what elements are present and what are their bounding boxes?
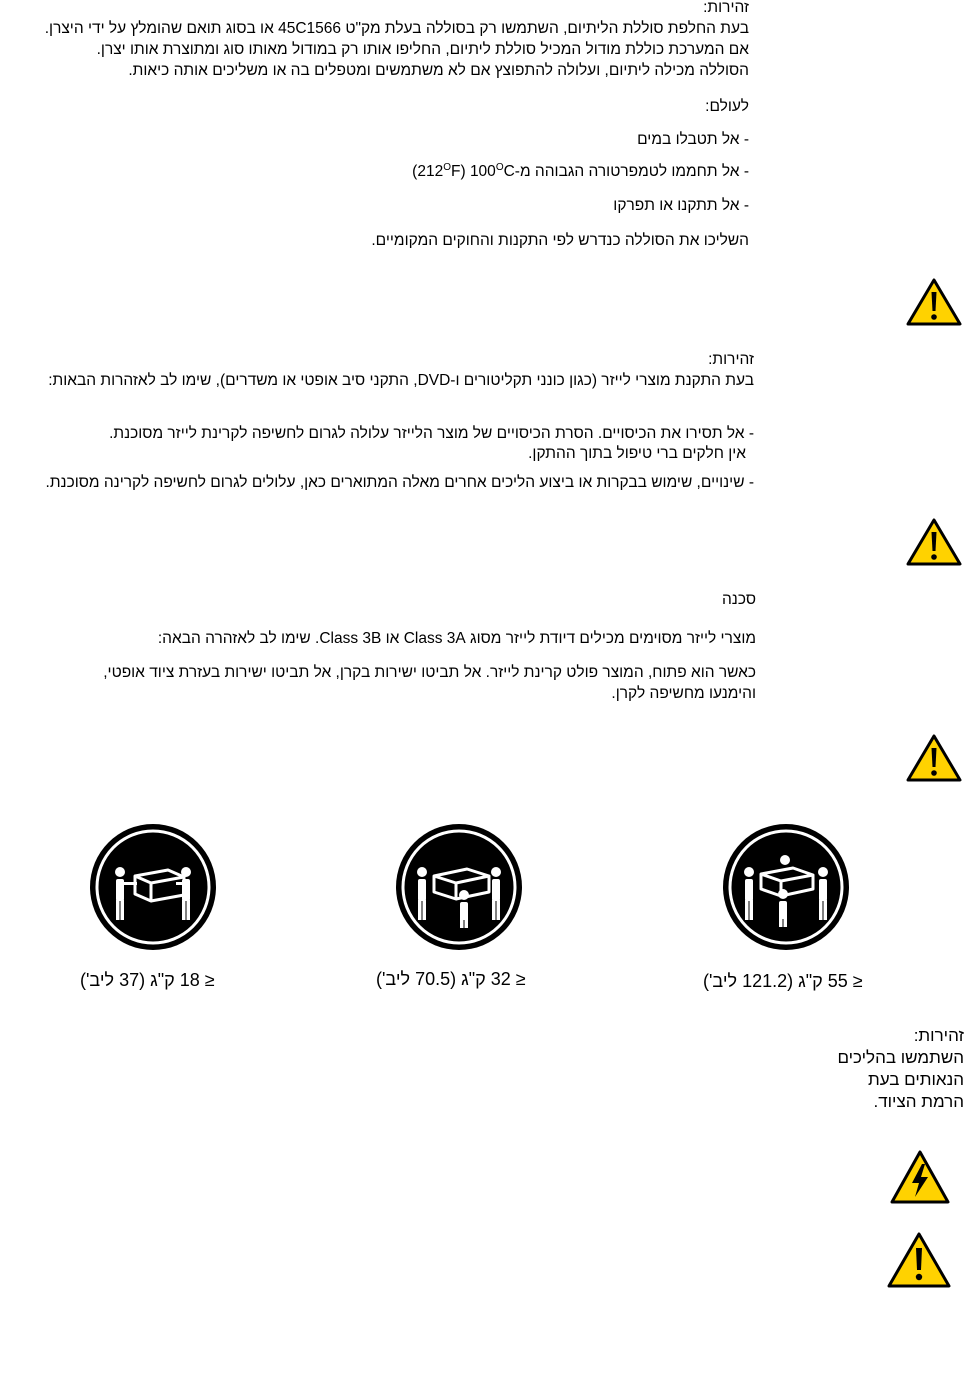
bullet-no-water: - אל תטבלו במים (637, 131, 749, 148)
battery-line-2: אם המערכת כוללת מודול המכיל סוללת ליתיום, החליפו אותו רק במודול מאותו סוג ומתוצרת אותו יצרן. (96, 41, 749, 58)
lift-caption-18kg: ≤ 18 ק"ג (37 ליב') (80, 970, 215, 990)
three-person-lift-icon (394, 822, 524, 952)
lifting-caution (837, 1025, 964, 1113)
danger-body (103, 662, 756, 704)
laser-item-1: - אל תסירו את הכיסויים. הסרת הכיסויים של מוצר הלייזר עלולה לגרום לחשיפה לקרינת לייזר מסוכנת. (109, 425, 754, 442)
battery-line-3: הסוללה מכילה ליתיום, ועלולה להתפוצץ אם לא משתמשים ומטפלים בה או משליכים אותה כיאות. (128, 62, 749, 79)
lifting-line-2: הנאותים בעת (867, 1070, 964, 1089)
never-label: לעולם: (705, 98, 749, 115)
two-person-lift-icon (88, 822, 218, 952)
battery-heading: זהירות: (703, 0, 749, 16)
bullet-no-heat (412, 161, 749, 182)
lift-caption-55kg: ≤ 55 ק"ג (121.2 ליב') (703, 971, 863, 991)
four-person-lift-icon (721, 822, 851, 952)
lifting-heading: זהירות: (913, 1026, 964, 1045)
bullet-no-disassemble: - אל תתקנו או תפרקו (613, 197, 749, 214)
laser-section (48, 349, 754, 391)
danger-line-3: והימנעו מחשיפה לקרן. (611, 685, 756, 702)
danger-line-1: מוצרי לייזר מסוימים מכילים דיודת לייזר מסוג Class 3A או Class 3B. שימו לב לאזהרה הבאה: (157, 630, 756, 647)
lift-caption-32kg: ≤ 32 ק"ג (70.5 ליב') (376, 969, 526, 989)
battery-dispose: השליכו את הסוללה כנדרש לפי התקנות והחוקים המקומיים. (371, 232, 749, 249)
lifting-line-1: השתמשו בהליכים (837, 1048, 964, 1067)
caution-triangle-icon (886, 1231, 952, 1289)
battery-line-1: בעת החלפת סוללת הליתיום, השתמשו רק בסוללה בעלת מק"ט 45C1566 או בסוג תואם שהומלץ על ידי היצרן. (44, 20, 749, 37)
temp-fahrenheit: $(212^OF)$ (412, 161, 466, 180)
caution-triangle-icon (905, 277, 963, 327)
laser-intro: בעת התקנת מוצרי לייזר (כגון כונני תקליטורים ו-DVD, התקני סיב אופטי או משדרים), שימו לב לאזהרות הבאות: (48, 372, 754, 389)
laser-item-2: - שינויים, שימוש בבקרות או ביצוע הליכים אחרים מאלה המתוארים כאן, עלולים לגרום לחשיפה לקרינה מסוכנת. (45, 474, 754, 491)
lifting-line-3: הרמת הציוד. (873, 1092, 964, 1111)
laser-item-1-cont: אין חלקים ברי טיפול בתוך ההתקן. (528, 445, 746, 462)
laser-heading: זהירות: (708, 351, 754, 368)
electrical-hazard-icon (889, 1149, 951, 1205)
caution-triangle-icon (905, 517, 963, 567)
bullet-no-heat-text: - אל תחממו לטמפרטורה הגבוהה מ- (514, 163, 749, 180)
temp-celsius: $100^OC$ (469, 161, 515, 180)
danger-line-2: כאשר הוא פתוח, המוצר פולט קרינת לייזר. אל תביטו ישירות בקרן, אל תביטו ישירות בעזרת ציוד אופטי, (103, 664, 756, 681)
battery-section (45, 0, 749, 81)
danger-heading: סכנה (721, 591, 756, 608)
caution-triangle-icon (905, 733, 963, 783)
